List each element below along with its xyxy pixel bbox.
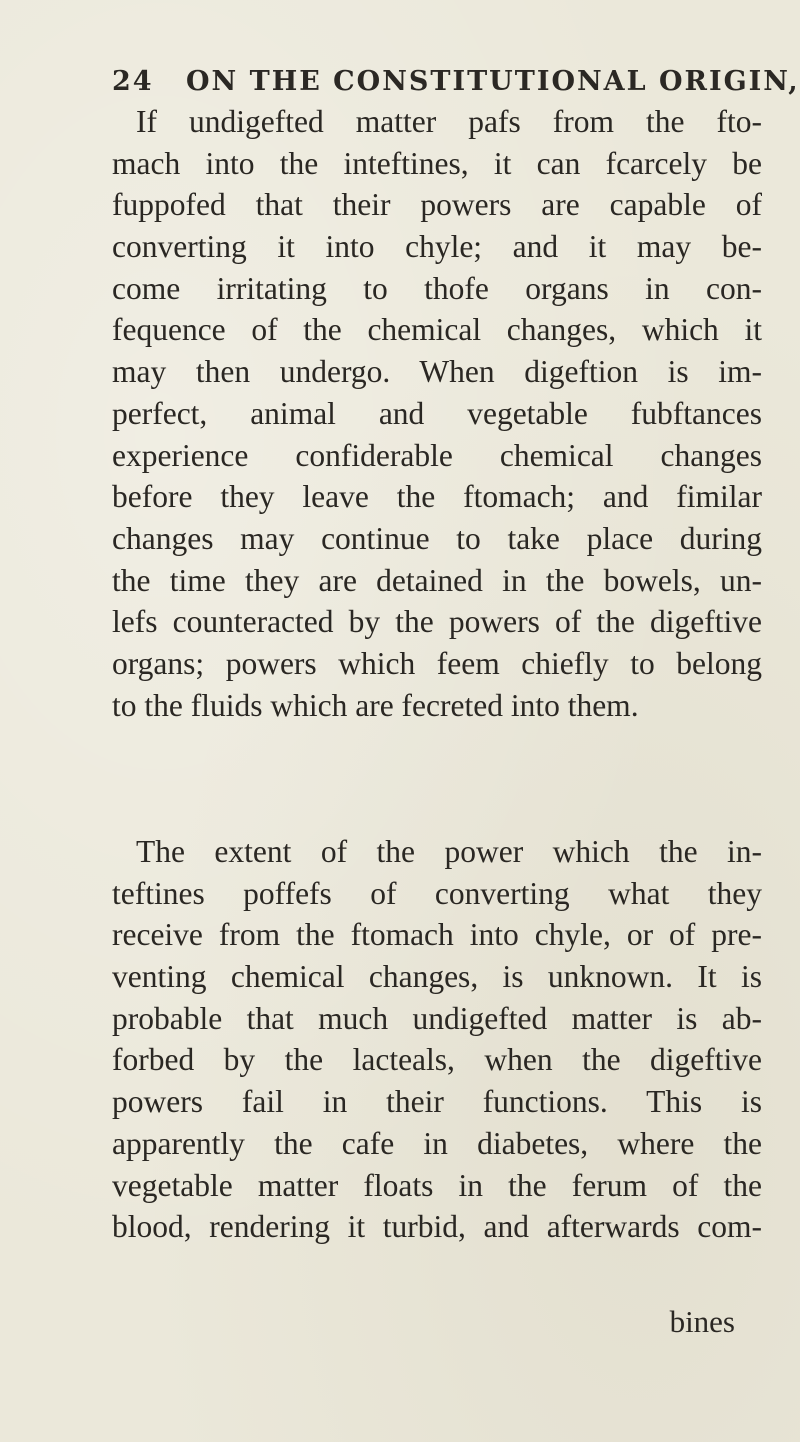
- text-line: venting chemical changes, is unknown. It is: [112, 959, 762, 995]
- text-line: probable that much undigefted matter is ab-: [112, 1000, 762, 1036]
- running-title: ON THE CONSTITUTIONAL ORIGIN,: [186, 66, 800, 97]
- text-line: converting it into chyle; and it may be-: [112, 229, 762, 265]
- text-line: forbed by the lacteals, when the digeftive: [112, 1042, 762, 1078]
- text-line: the time they are detained in the bowels, un-: [112, 562, 762, 598]
- text-line: changes may continue to take place during: [112, 520, 762, 556]
- text-line: If undigefted matter pafs from the fto-: [136, 104, 762, 139]
- text-line: lefs counteracted by the powers of the digeftive: [112, 604, 762, 640]
- text-line: mach into the inteftines, it can fcarcely be: [112, 145, 762, 181]
- text-line: perfect, animal and vegetable fubftances: [112, 395, 762, 431]
- text-line: experience confiderable chemical changes: [112, 437, 762, 473]
- paragraph-2: [112, 831, 762, 1248]
- text-line: powers fail in their functions. This is: [112, 1084, 762, 1120]
- text-line: fuppofed that their powers are capable of: [112, 187, 762, 223]
- page-number: 24: [112, 66, 154, 97]
- text-line: blood, rendering it turbid, and afterwards com-: [112, 1209, 762, 1245]
- text-line: vegetable matter floats in the ferum of the: [112, 1167, 762, 1203]
- text-line: The extent of the power which the in-: [136, 834, 762, 869]
- catchword: bines: [669, 1304, 735, 1339]
- paragraph-1: [112, 101, 762, 726]
- text-line: teftines poffefs of converting what they: [112, 875, 762, 911]
- text-line: apparently the cafe in diabetes, where the: [112, 1125, 762, 1161]
- running-head: [112, 66, 800, 97]
- text-line: receive from the ftomach into chyle, or of pre-: [112, 917, 762, 953]
- text-line: to the fluids which are fecreted into them.: [112, 687, 639, 723]
- text-line: before they leave the ftomach; and fimilar: [112, 479, 762, 515]
- text-line: may then undergo. When digeftion is im-: [112, 354, 762, 390]
- text-line: organs; powers which feem chiefly to belong: [112, 645, 762, 681]
- text-line: come irritating to thofe organs in con-: [112, 270, 762, 306]
- text-line: fequence of the chemical changes, which it: [112, 312, 762, 348]
